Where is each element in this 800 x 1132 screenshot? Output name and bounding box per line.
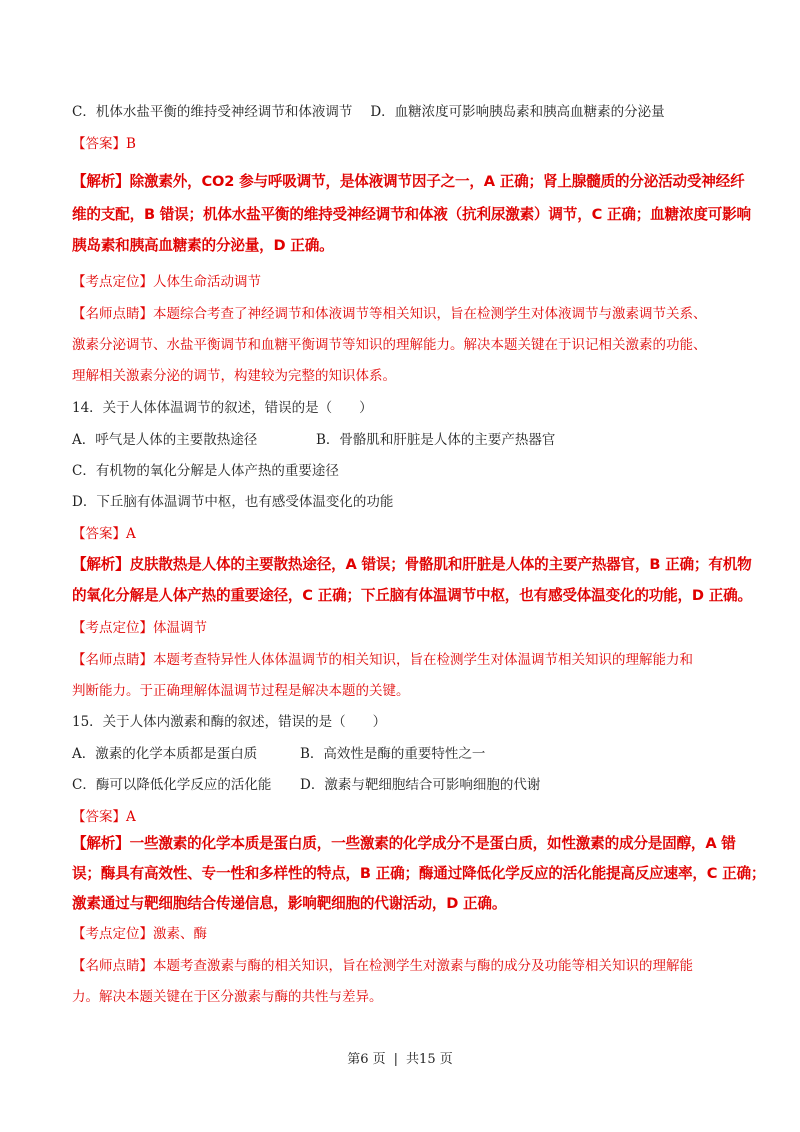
q14-topic: 【考点定位】体温调节 [72, 620, 207, 636]
q14-comment-line-2: 判断能力。于正确理解体温调节过程是解决本题的关键。 [72, 683, 410, 699]
q15-options-ab [72, 744, 485, 764]
q15-analysis-line-2: 误；酶具有高效性、专一性和多样性的特点，B 正确；酶通过降低化学反应的活化能提高反应速率，C 正确； [72, 865, 766, 882]
q13-comment-line-1: 【名师点睛】本题综合考查了神经调节和体液调节等相关知识，旨在检测学生对体液调节与激素调节关系、 [72, 306, 707, 322]
q13-answer: 【答案】B [72, 136, 136, 152]
q15-analysis-line-1: 【解析】一些激素的化学本质是蛋白质，一些激素的化学成分不是蛋白质，如性激素的成分是固醇，A 错 [72, 835, 736, 852]
q15-comment-line-1: 【名师点睛】本题考查激素与酶的相关知识，旨在检测学生对激素与酶的成分及功能等相关知识的理解能 [72, 958, 693, 974]
q15-option-a: A．激素的化学本质都是蛋白质 [72, 746, 258, 762]
q13-analysis-line-1: 【解析】除激素外，CO2 参与呼吸调节，是体液调节因子之一，A 正确；肾上腺髓质的分泌活动受神经纤 [72, 173, 745, 190]
q14-option-a: A．呼气是人体的主要散热途径 [72, 432, 258, 448]
q15-answer: 【答案】A [72, 809, 136, 825]
q14-analysis-line-1: 【解析】皮肤散热是人体的主要散热途径，A 错误；骨骼肌和肝脏是人体的主要产热器官，B 正确；有机物 [72, 556, 752, 573]
q15-stem: 15．关于人体内激素和酶的叙述，错误的是（ ） [72, 714, 387, 730]
q15-topic: 【考点定位】激素、酶 [72, 926, 207, 942]
q14-answer: 【答案】A [72, 526, 136, 542]
q14-analysis-line-2: 的氧化分解是人体产热的重要途径，C 正确；下丘脑有体温调节中枢，也有感受体温变化的功能，D 正确。 [72, 587, 752, 604]
page-footer [0, 1048, 800, 1067]
q14-options-ab [72, 430, 555, 450]
q15-option-b: B．高效性是酶的重要特性之一 [300, 746, 486, 762]
q13-analysis-line-2: 维的支配，B 错误；机体水盐平衡的维持受神经调节和体液（抗利尿激素）调节，C 正确；血糖浓度可影响 [72, 206, 751, 223]
q13-comment-line-3: 理解相关激素分泌的调节，构建较为完整的知识体系。 [72, 368, 396, 384]
page-number-total: 共15 页 [406, 1052, 453, 1067]
q15-analysis-line-3: 激素通过与靶细胞结合传递信息，影响靶细胞的代谢活动，D 正确。 [72, 895, 507, 912]
q13-comment-line-2: 激素分泌调节、水盐平衡调节和血糖平衡调节等知识的理解能力。解决本题关键在于识记相关激素的功能、 [72, 337, 707, 353]
q14-option-b: B．骨骼肌和肝脏是人体的主要产热器官 [316, 432, 556, 448]
q14-comment-line-1: 【名师点睛】本题考查特异性人体体温调节的相关知识，旨在检测学生对体温调节相关知识的理解能力和 [72, 652, 693, 668]
q13-option-d: D．血糖浓度可影响胰岛素和胰高血糖素的分泌量 [370, 104, 665, 120]
footer-divider: | [393, 1052, 399, 1067]
q14-option-c: C．有机物的氧化分解是人体产热的重要途径 [72, 463, 339, 479]
q13-analysis-line-3: 胰岛素和胰高血糖素的分泌量，D 正确。 [72, 237, 334, 254]
q13-option-c: C．机体水盐平衡的维持受神经调节和体液调节 [72, 104, 353, 120]
q15-option-c: C．酶可以降低化学反应的活化能 [72, 777, 272, 793]
q15-option-d: D．激素与靶细胞结合可影响细胞的代谢 [300, 777, 541, 793]
q15-comment-line-2: 力。解决本题关键在于区分激素与酶的共性与差异。 [72, 989, 383, 1005]
q14-option-d: D．下丘脑有体温调节中枢，也有感受体温变化的功能 [72, 494, 394, 510]
page-number-current: 第6 页 [347, 1052, 386, 1067]
q13-topic: 【考点定位】人体生命活动调节 [72, 274, 261, 290]
q14-stem: 14．关于人体体温调节的叙述，错误的是（ ） [72, 400, 373, 416]
q13-options-cd [72, 102, 665, 122]
q15-options-cd [72, 775, 540, 795]
